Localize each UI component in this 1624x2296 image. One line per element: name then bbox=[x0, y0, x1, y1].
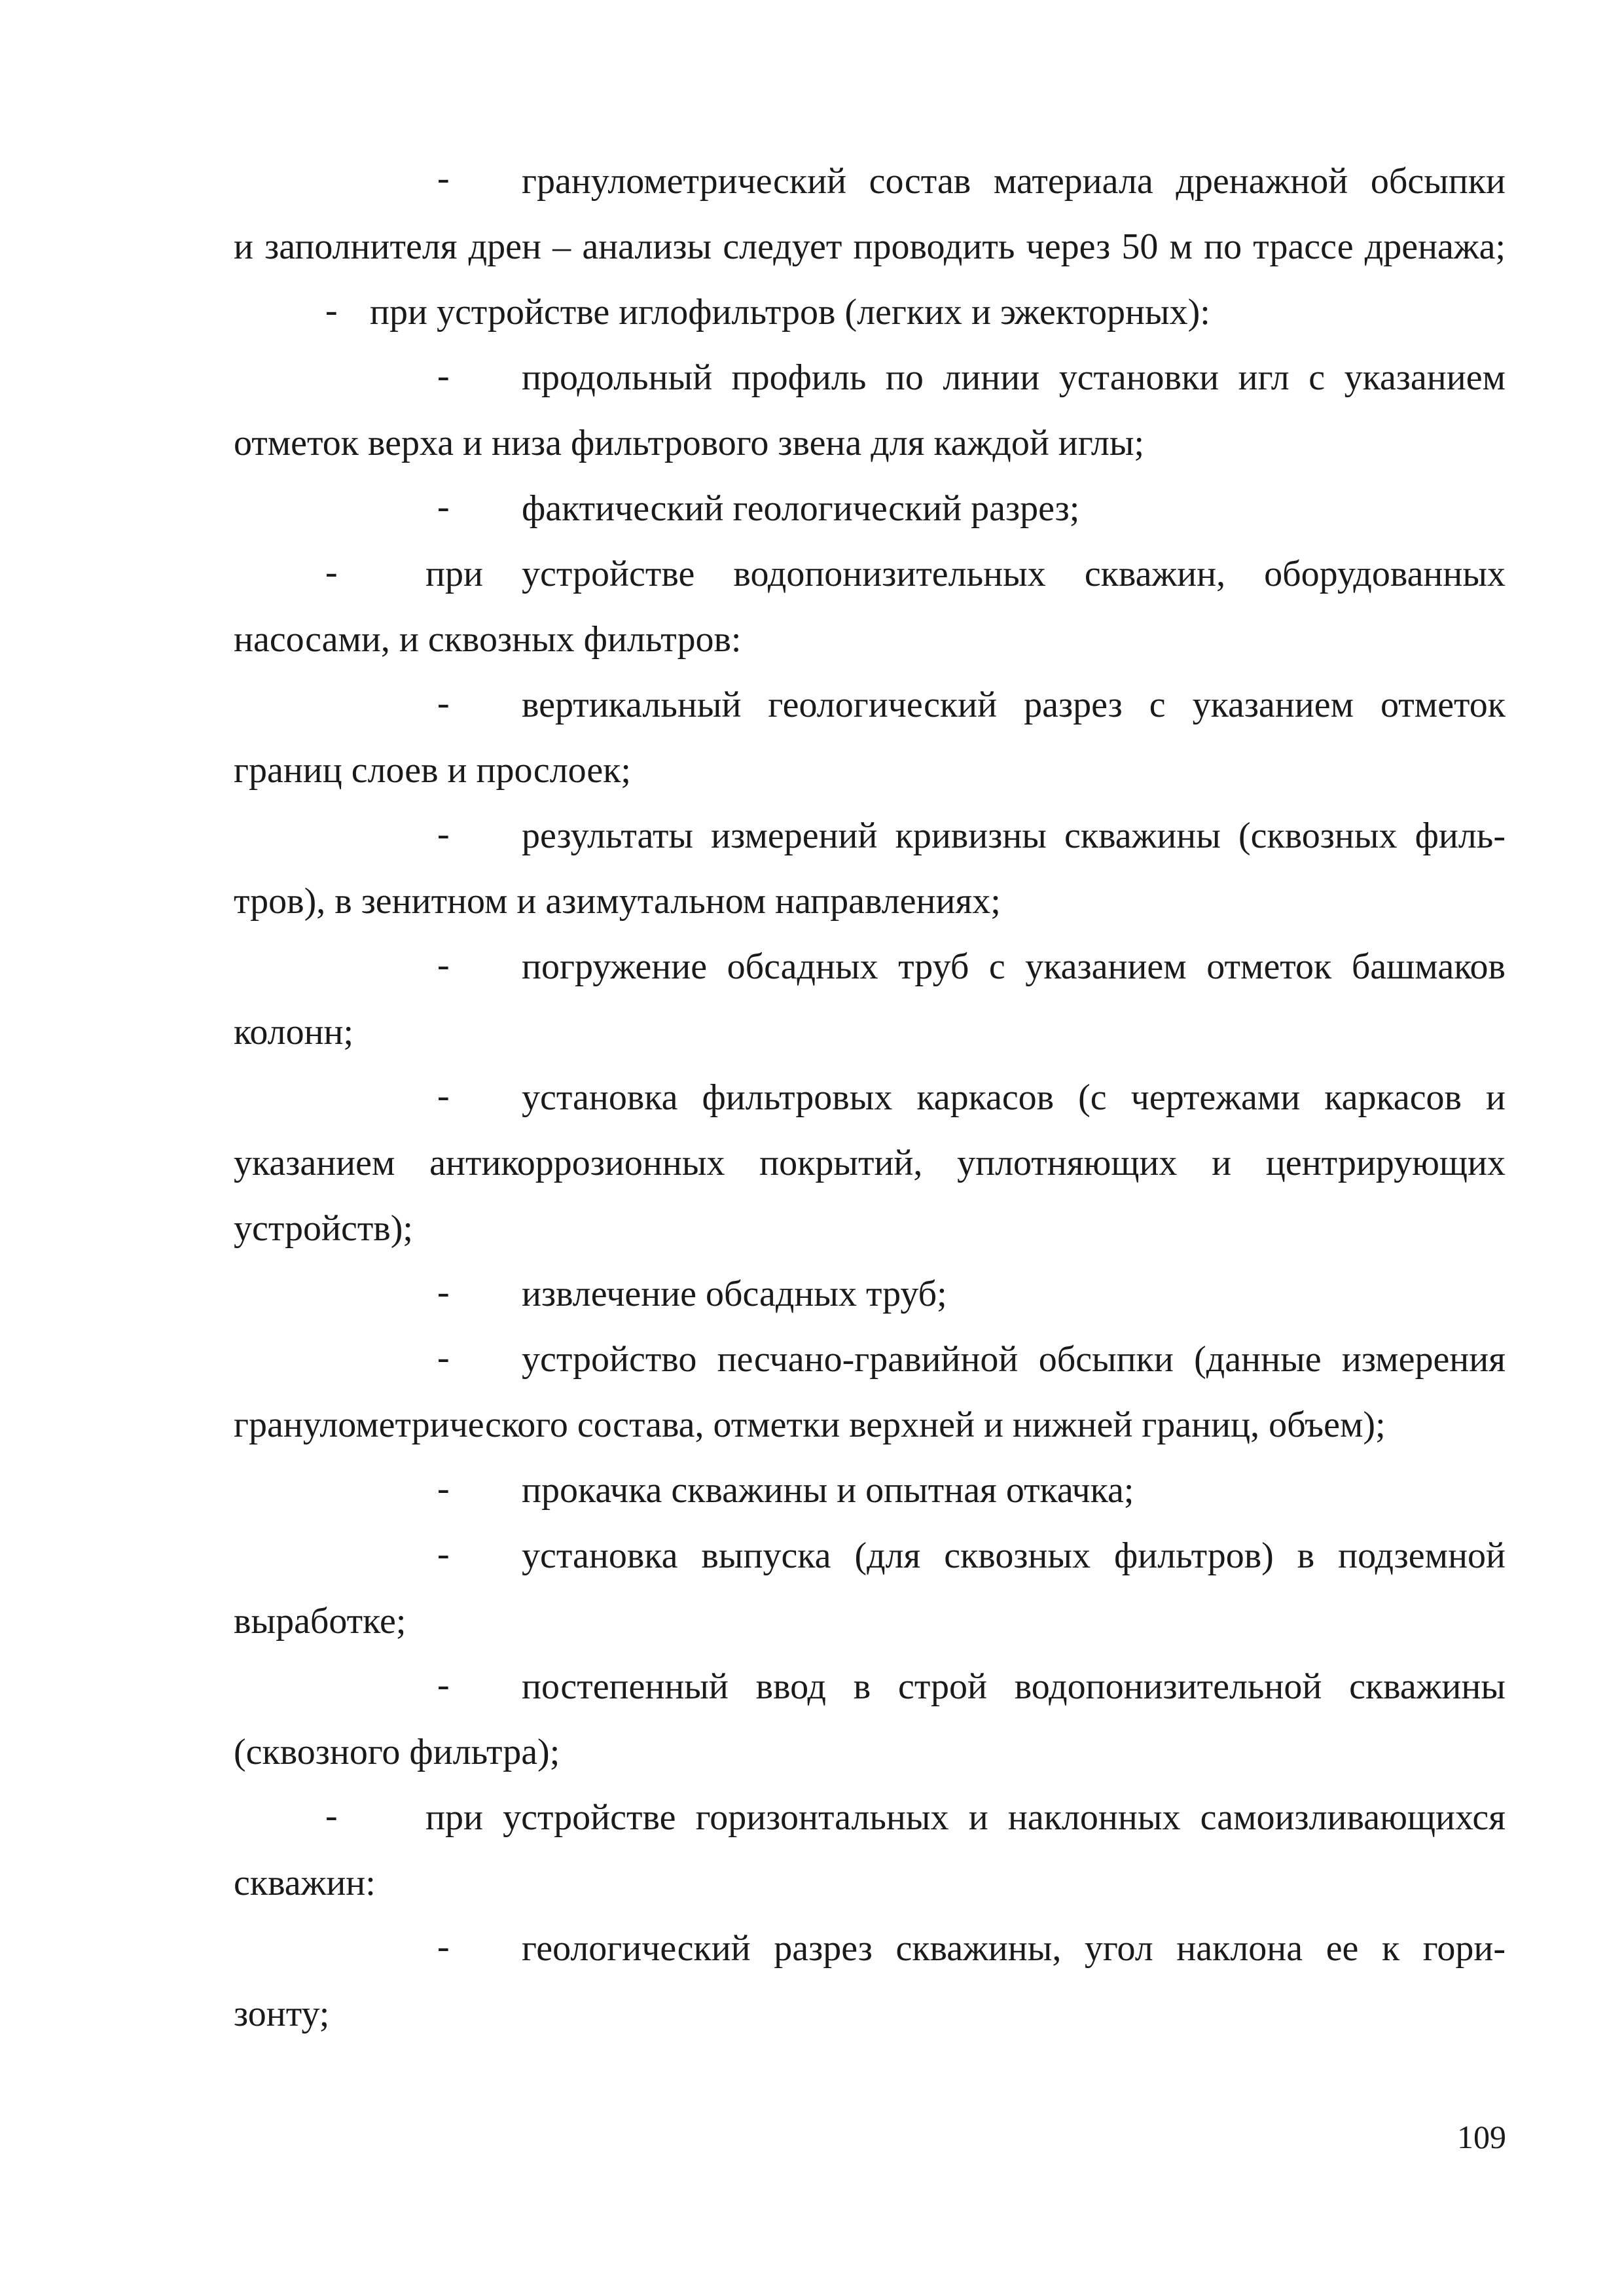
text-line: извлечение обсадных труб; bbox=[522, 1274, 947, 1314]
text-line: колонн; bbox=[234, 1012, 354, 1052]
text-line: вертикальный геологический разрез с указанием отметок bbox=[522, 685, 1506, 725]
list-marker: - bbox=[437, 1664, 450, 1705]
list-marker: - bbox=[437, 486, 450, 527]
text-line: продольный профиль по линии установки игл с указанием bbox=[522, 357, 1506, 398]
list-marker: - bbox=[437, 1468, 450, 1509]
text-line: и заполнителя дрен – анализы следует проводить через 50 м по трассе дренажа; bbox=[234, 226, 1506, 267]
text-line: постепенный ввод в строй водопонизительной скважины bbox=[522, 1666, 1506, 1707]
text-line: границ слоев и прослоек; bbox=[234, 750, 631, 791]
text-line: тров), в зенитном и азимутальном направлениях; bbox=[234, 881, 1001, 922]
text-line: (сквозного фильтра); bbox=[234, 1732, 560, 1772]
text-line: при устройстве горизонтальных и наклонных самоизливающихся bbox=[425, 1797, 1506, 1838]
list-marker: - bbox=[437, 1075, 450, 1116]
text-line: гранулометрического состава, отметки верхней и нижней границ, объем); bbox=[234, 1405, 1386, 1445]
text-line: выработке; bbox=[234, 1601, 406, 1641]
text-line: зонту; bbox=[234, 1994, 330, 2034]
list-marker: - bbox=[325, 552, 338, 592]
list-marker: - bbox=[325, 1795, 338, 1836]
text-line: отметок верха и низа фильтрового звена для каждой иглы; bbox=[234, 423, 1145, 463]
text-line: прокачка скважины и опытная откачка; bbox=[522, 1470, 1134, 1511]
list-marker: - bbox=[325, 290, 338, 331]
text-line: устройств); bbox=[234, 1208, 413, 1249]
text-line: скважин: bbox=[234, 1863, 376, 1903]
text-line: насосами, и сквозных фильтров: bbox=[234, 619, 742, 660]
text-line: установка выпуска (для сквозных фильтров) в подземной bbox=[522, 1535, 1506, 1576]
text-line: результаты измерений кривизны скважины (сквозных филь- bbox=[522, 816, 1506, 856]
page-number: 109 bbox=[1457, 2119, 1506, 2155]
list-marker: - bbox=[437, 355, 450, 396]
text-line: указанием антикоррозионных покрытий, уплотняющих и центрирующих bbox=[234, 1143, 1506, 1183]
text-line: геологический разрез скважины, угол наклона ее к гори- bbox=[522, 1928, 1506, 1969]
text-line: погружение обсадных труб с указанием отметок башмаков bbox=[522, 946, 1506, 987]
text-line: фактический геологический разрез; bbox=[522, 488, 1080, 529]
text-line: устройство песчано-гравийной обсыпки (данные измерения bbox=[522, 1339, 1506, 1380]
text-line: при устройстве водопонизительных скважин, оборудованных bbox=[425, 554, 1506, 594]
list-marker: - bbox=[437, 158, 450, 198]
list-marker: - bbox=[437, 683, 450, 723]
text-line: гранулометрический состав материала дренажной обсыпки bbox=[522, 161, 1506, 202]
text-line: установка фильтровых каркасов (с чертежами каркасов и bbox=[522, 1077, 1506, 1118]
list-marker: - bbox=[437, 1534, 450, 1574]
list-marker: - bbox=[437, 944, 450, 985]
list-marker: - bbox=[437, 1272, 450, 1312]
list-marker: - bbox=[437, 814, 450, 854]
list-marker: - bbox=[437, 1926, 450, 1967]
list-marker: - bbox=[437, 1337, 450, 1378]
text-line: при устройстве иглофильтров (легких и эжекторных): bbox=[370, 292, 1210, 332]
